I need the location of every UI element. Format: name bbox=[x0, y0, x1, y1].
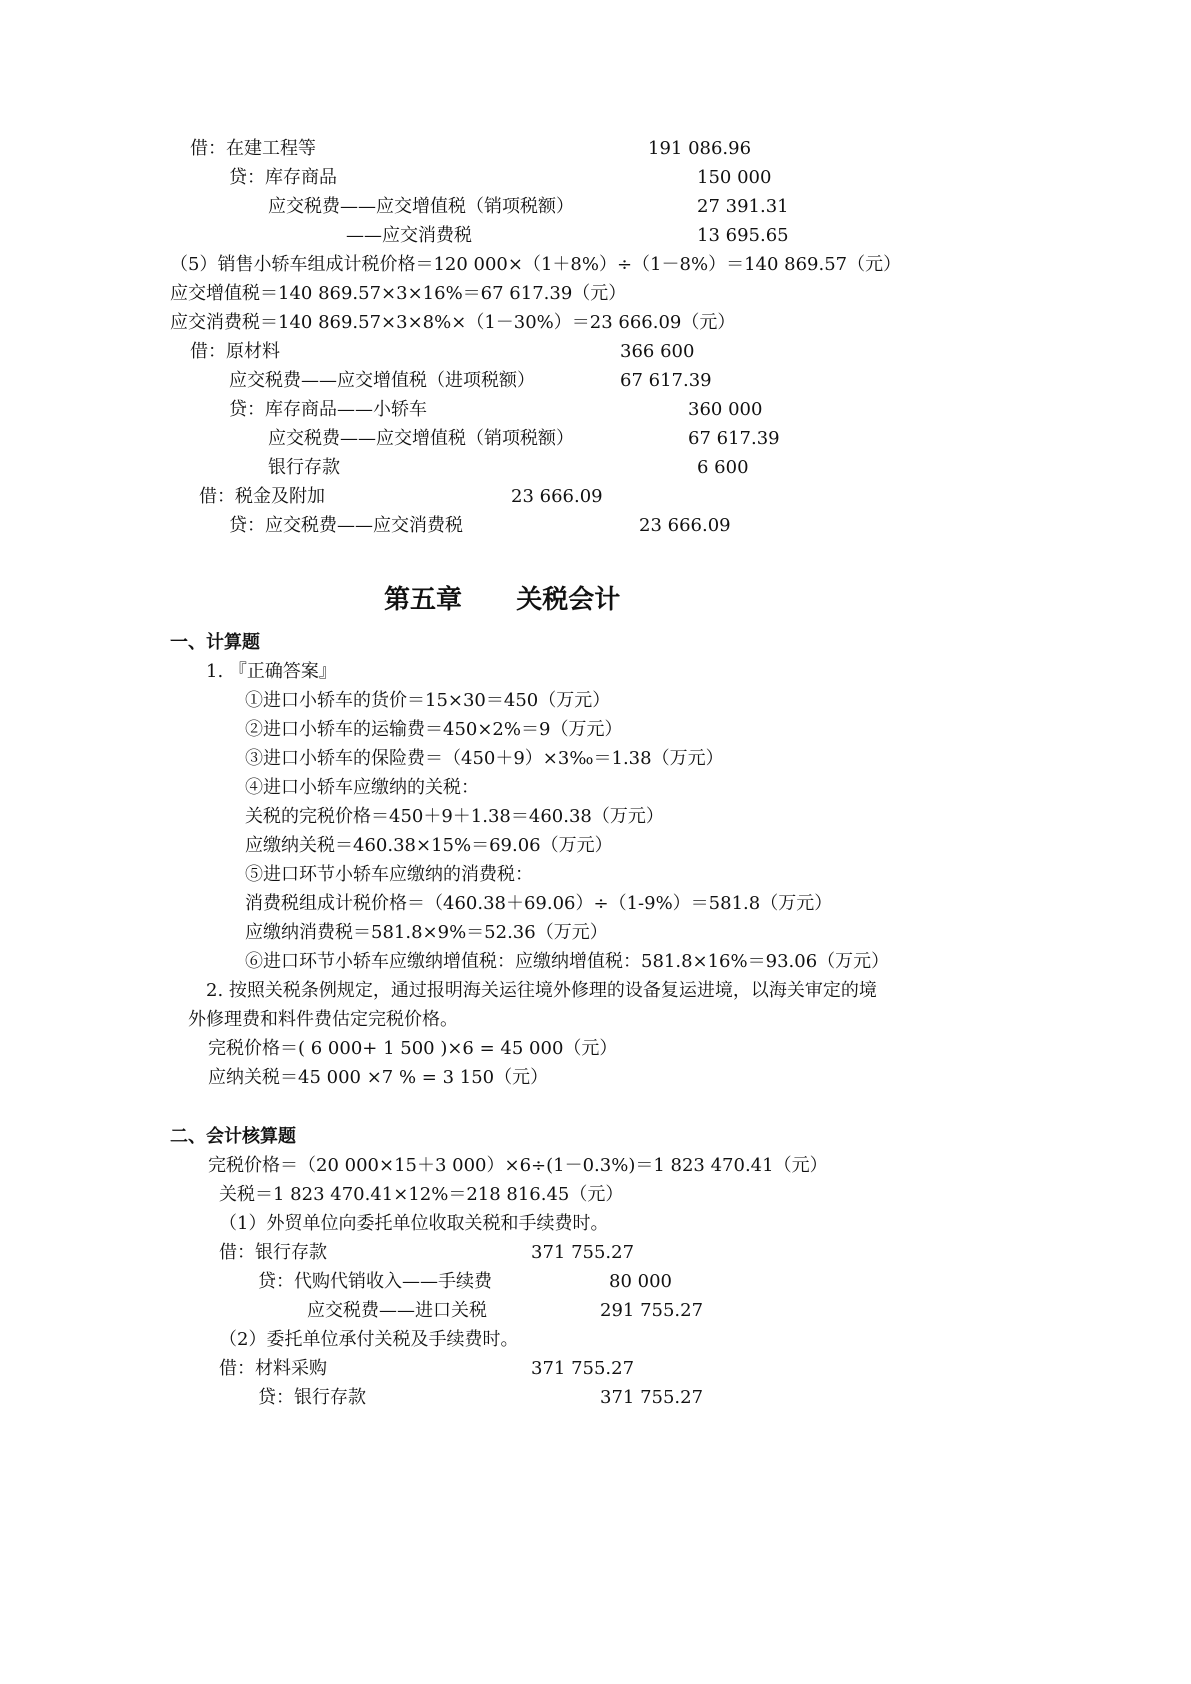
entry-amount: 27 391.31 bbox=[697, 196, 789, 217]
entry-credit-account: 应交税费——应交增值税（销项税额） bbox=[268, 428, 574, 449]
calc-line: 应交消费税＝140 869.57×3×8%×（1－30%）＝23 666.09（元） bbox=[170, 312, 736, 333]
entry-debit-account: 借：银行存款 bbox=[219, 1242, 327, 1263]
chapter-title: 第五章 关税会计 bbox=[384, 585, 621, 615]
paragraph: 2. 按照关税条例规定，通过报明海关运往境外修理的设备复运进境，以海关审定的境 bbox=[206, 980, 877, 1001]
calc-line: 关税的完税价格＝450＋9＋1.38＝460.38（万元） bbox=[245, 806, 664, 827]
entry-amount: 23 666.09 bbox=[511, 486, 603, 507]
entry-debit-account: 应交税费——应交增值税（进项税额） bbox=[229, 370, 535, 391]
calc-line: 应缴纳消费税＝581.8×9%＝52.36（万元） bbox=[245, 922, 608, 943]
entry-debit-account: 借：材料采购 bbox=[219, 1358, 327, 1379]
entry-amount: 291 755.27 bbox=[600, 1300, 704, 1321]
entry-credit-account: 贷：应交税费——应交消费税 bbox=[229, 515, 463, 536]
entry-amount: 13 695.65 bbox=[697, 225, 789, 246]
calc-line: （5）销售小轿车组成计税价格＝120 000×（1＋8%）÷（1－8%）＝140 869.57（元） bbox=[170, 254, 902, 275]
section-heading: 一、计算题 bbox=[170, 632, 260, 653]
entry-amount: 371 755.27 bbox=[600, 1387, 704, 1408]
entry-amount: 366 600 bbox=[620, 341, 695, 362]
entry-credit-account: 应交税费——应交增值税（销项税额） bbox=[268, 196, 574, 217]
calc-line: ⑥进口环节小轿车应缴纳增值税：应缴纳增值税：581.8×16%＝93.06（万元） bbox=[245, 951, 890, 972]
calc-line: 完税价格＝( 6 000+ 1 500 )×6 = 45 000（元） bbox=[208, 1038, 618, 1059]
entry-amount: 80 000 bbox=[609, 1271, 672, 1292]
entry-amount: 23 666.09 bbox=[639, 515, 731, 536]
entry-credit-account: 贷：银行存款 bbox=[258, 1387, 366, 1408]
entry-amount: 6 600 bbox=[697, 457, 749, 478]
calc-line: 应缴纳关税＝460.38×15%＝69.06（万元） bbox=[245, 835, 613, 856]
calc-line: ①进口小轿车的货价＝15×30＝450（万元） bbox=[245, 690, 611, 711]
entry-credit-account: 贷：库存商品 bbox=[229, 167, 337, 188]
entry-amount: 191 086.96 bbox=[648, 138, 752, 159]
calc-line: ⑤进口环节小轿车应缴纳的消费税： bbox=[245, 864, 533, 885]
calc-line: 完税价格＝（20 000×15＋3 000）×6÷(1－0.3%)＝1 823 470.41（元） bbox=[208, 1155, 828, 1176]
entry-credit-account: ——应交消费税 bbox=[346, 225, 472, 246]
entry-credit-account: 应交税费——进口关税 bbox=[307, 1300, 487, 1321]
calc-line: ②进口小轿车的运输费＝450×2%＝9（万元） bbox=[245, 719, 623, 740]
question-title: 1. 『正确答案』 bbox=[206, 661, 337, 682]
entry-debit-account: 借：原材料 bbox=[190, 341, 280, 362]
calc-line: 应纳关税＝45 000 ×7 % = 3 150（元） bbox=[208, 1067, 549, 1088]
calc-line: 消费税组成计税价格＝（460.38＋69.06）÷（1-9%）＝581.8（万元） bbox=[245, 893, 833, 914]
section-heading: 二、会计核算题 bbox=[170, 1126, 296, 1147]
paragraph: 外修理费和料件费估定完税价格。 bbox=[188, 1009, 458, 1030]
step-line: （1）外贸单位向委托单位收取关税和手续费时。 bbox=[219, 1213, 609, 1234]
entry-amount: 150 000 bbox=[697, 167, 772, 188]
entry-amount: 67 617.39 bbox=[688, 428, 780, 449]
step-line: （2）委托单位承付关税及手续费时。 bbox=[219, 1329, 519, 1350]
entry-amount: 67 617.39 bbox=[620, 370, 712, 391]
calc-line: ③进口小轿车的保险费＝（450＋9）×3‰＝1.38（万元） bbox=[245, 748, 724, 769]
entry-amount: 360 000 bbox=[688, 399, 763, 420]
calc-line: ④进口小轿车应缴纳的关税： bbox=[245, 777, 479, 798]
entry-credit-account: 银行存款 bbox=[268, 457, 340, 478]
entry-amount: 371 755.27 bbox=[531, 1242, 635, 1263]
entry-amount: 371 755.27 bbox=[531, 1358, 635, 1379]
entry-credit-account: 贷：库存商品——小轿车 bbox=[229, 399, 427, 420]
entry-debit-account: 借：税金及附加 bbox=[199, 486, 325, 507]
entry-credit-account: 贷：代购代销收入——手续费 bbox=[258, 1271, 492, 1292]
calc-line: 关税＝1 823 470.41×12%＝218 816.45（元） bbox=[219, 1184, 624, 1205]
entry-debit-account: 借：在建工程等 bbox=[190, 138, 316, 159]
calc-line: 应交增值税＝140 869.57×3×16%＝67 617.39（元） bbox=[170, 283, 627, 304]
